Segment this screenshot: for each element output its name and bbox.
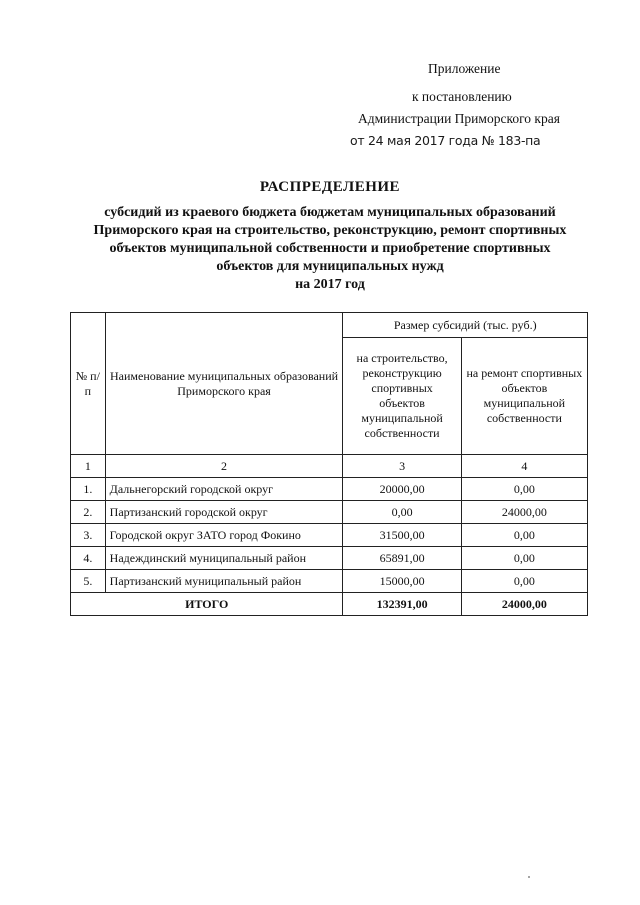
row-repair-value: 0,00: [461, 478, 587, 501]
scan-speck: [528, 876, 530, 878]
table-row: [71, 570, 588, 593]
heading-line: объектов для муниципальных нужд: [216, 259, 444, 274]
heading-line: субсидий из краевого бюджета бюджетам муниципальных образований: [104, 205, 556, 220]
row-number: 2.: [71, 501, 106, 524]
header-municipality: Наименование муниципальных образований Приморского края: [105, 313, 343, 455]
table-row: [71, 547, 588, 570]
row-repair-value: 24000,00: [461, 501, 587, 524]
row-municipality: Надеждинский муниципальный район: [105, 547, 343, 570]
appendix-date-number: от 24 мая 2017 года № 183-па: [350, 133, 541, 148]
row-number: 1.: [71, 478, 106, 501]
total-label: ИТОГО: [71, 593, 343, 616]
subsidy-table: [70, 312, 588, 616]
header-construction: на строительство, реконструкцию спортивных объектов муниципальной собственности: [343, 338, 461, 455]
index-cell: 3: [343, 455, 461, 478]
header-subsidy-group: Размер субсидий (тыс. руб.): [343, 313, 588, 338]
index-cell: 4: [461, 455, 587, 478]
appendix-authority: Администрации Приморского края: [358, 111, 560, 126]
row-municipality: Партизанский городской округ: [105, 501, 343, 524]
row-construction-value: 15000,00: [343, 570, 461, 593]
row-number: 5.: [71, 570, 106, 593]
table-row: [71, 524, 588, 547]
table-row: [71, 501, 588, 524]
row-construction-value: 20000,00: [343, 478, 461, 501]
row-construction-value: 0,00: [343, 501, 461, 524]
total-row: [71, 593, 588, 616]
header-repair: на ремонт спортивных объектов муниципальной собственности: [461, 338, 587, 455]
document-heading: [40, 178, 620, 294]
appendix-title: Приложение: [428, 61, 501, 76]
document-title: РАСПРЕДЕЛЕНИЕ: [259, 179, 401, 195]
row-municipality: Дальнегорский городской округ: [105, 478, 343, 501]
appendix-reference: к постановлению: [412, 89, 512, 104]
row-number: 4.: [71, 547, 106, 570]
row-construction-value: 65891,00: [343, 547, 461, 570]
index-cell: 1: [71, 455, 106, 478]
index-row: [71, 455, 588, 478]
header-number: № п/п: [71, 313, 106, 455]
row-repair-value: 0,00: [461, 570, 587, 593]
row-number: 3.: [71, 524, 106, 547]
row-repair-value: 0,00: [461, 524, 587, 547]
appendix-block: [350, 58, 590, 152]
total-construction-value: 132391,00: [343, 593, 461, 616]
index-cell: 2: [105, 455, 343, 478]
row-construction-value: 31500,00: [343, 524, 461, 547]
table-row: [71, 478, 588, 501]
row-repair-value: 0,00: [461, 547, 587, 570]
heading-line: объектов муниципальной собственности и приобретение спортивных: [109, 241, 551, 256]
heading-year: на 2017 год: [295, 277, 365, 292]
heading-line: Приморского края на строительство, реконструкцию, ремонт спортивных: [93, 223, 567, 238]
total-repair-value: 24000,00: [461, 593, 587, 616]
row-municipality: Городской округ ЗАТО город Фокино: [105, 524, 343, 547]
row-municipality: Партизанский муниципальный район: [105, 570, 343, 593]
